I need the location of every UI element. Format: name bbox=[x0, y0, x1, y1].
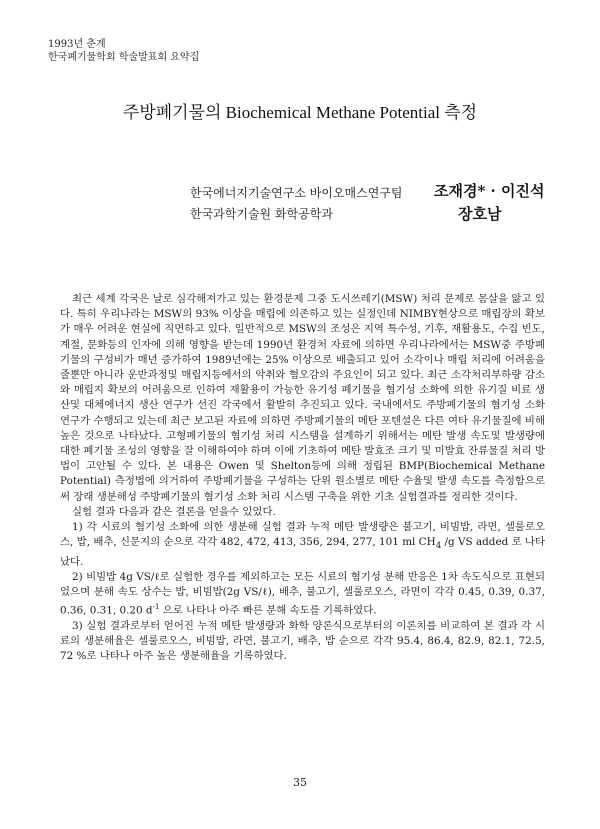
affiliation-2: 한국과학기술원 화학공학과 bbox=[190, 207, 333, 221]
conference-name: 한국폐기물학회 학술발표회 요약집 bbox=[48, 52, 200, 63]
conference-header bbox=[48, 38, 199, 64]
intro-paragraph: 최근 세계 각국은 날로 심각해져가고 있는 환경문제 그중 도시쓰레기(MSW) 처리 문제로 몸살을 앓고 있다. 특히 우리나라는 MSW의 93% 이상을 매립에 의존하고 있는 실정인데 NIMBY현상으로 매립장의 확보가 매우 어려운 현실에 직면하고 있다. 일반적으로 MSW의 조성은 지역 특수성, 기후, 재활용도, 수집 빈도, 계절, 문화등의 인자에 의해 영향을 받는데 1990년 환경처 자료에 의하면 우리나라에서는 MSW중 주방폐기물의 구성비가 매년 증가하여 1989년에는 25% 이상으로 배출되고 있어 소각이나 매립 처리에 어려움을 줄뿐만 아니라 운반과정및 매립지등에서의 악취와 혐오감의 주요인이 되고 있다. 최근 소각처리부하량 감소와 매립지 확보의 어려움으로 인하여 재활용이 가능한 유기성 폐기물을 혐기성 소화에 의한 유기질 비료 생산및 대체에너지 생산 연구가 선진 각국에서 활발히 추진되고 있다. 국내에서도 주방폐기물의 혐기성 소화 연구가 수행되고 있는데 최근 보고된 자료에 의하면 주방폐기물의 메탄 포텐셜은 다른 여타 유기물질에 비해 높은 것으로 나타났다. 고형폐기물의 혐기성 처리 시스템을 설계하기 위해서는 메탄 발생 속도및 발생량에 대한 폐기물 조성의 영향을 잘 이해하여야 하며 이에 기초하여 메탄 발효조 크기 및 미발효 잔류물질 처리 방법이 고안될 수 있다. 본 내용은 Owen 및 Shelton등에 의해 정립된 BMP(Biochemical Methane Potential) 측정법에 의거하여 주방폐기물을 구성하는 단위 원소별로 메탄 수율및 발생 속도를 측정함으로써 장래 생분해성 주방폐기물의 혐기성 소화 처리 시스템 구축을 위한 기초 실험결과를 정리한 것이다. bbox=[60, 293, 545, 503]
result-1-subscript: 4 bbox=[435, 541, 442, 552]
conference-year: 1993년 춘계 bbox=[48, 39, 106, 50]
result-2-superscript: -1 bbox=[152, 603, 160, 612]
result-1 bbox=[60, 520, 545, 570]
result-2 bbox=[60, 570, 545, 619]
authors-line-2: 장호남 bbox=[458, 205, 502, 223]
result-1-text-a: 1) 각 시료의 혐기성 소화에 의한 생분해 실험 결과 누적 메탄 발생량은 불고기, 비빔밥, 라면, 셀룰로오스, 밥, 배추, 신문지의 순으로 각각 482, 472, 413, 356, 294, 277, 101 ml CH bbox=[60, 521, 545, 549]
page-number: 35 bbox=[293, 776, 307, 789]
result-2-text-a: 2) 비빔밥 4g VS/ℓ로 실험한 경우를 제외하고는 모든 시료의 혐기성 분해 반응은 1차 속도식으로 표현되었으며 분해 속도 상수는 밥, 비빔밥(2g VS/ℓ), 배추, 불고기, 셀룰로오스, 라면이 각각 0.45, 0.39, 0.37, 0.36, 0.31, 0.20 d bbox=[60, 570, 545, 617]
paper-title: 주방폐기물의 Biochemical Methane Potential 측정 bbox=[122, 103, 478, 122]
result-1-text-b: /g VS added 로 나타났다. bbox=[60, 536, 545, 568]
abstract-body bbox=[60, 292, 545, 664]
authors-line-1: 조재경* · 이진석 bbox=[434, 182, 545, 200]
results-intro: 실험 결과 다음과 같은 결론을 얻을수 있었다. bbox=[72, 505, 276, 518]
result-3: 3) 실험 결과로부터 얻어진 누적 메탄 발생량과 화학 양론식으로부터의 이론치를 비교하여 본 결과 각 시료의 생분해율은 셀룰로오스, 비빔밥, 라면, 불고기, 배추, 밥 순으로 각각 95.4, 86.4, 82.9, 82.1, 72.5, 72 %로 나타나 아주 높은 생분해율을 기록하였다. bbox=[60, 619, 545, 663]
result-2-text-b: 으로 나타나 아주 빠른 분해 속도를 기록하였다. bbox=[159, 604, 377, 617]
affiliation-1: 한국에너지기술연구소 바이오매스연구팀 bbox=[190, 186, 403, 200]
